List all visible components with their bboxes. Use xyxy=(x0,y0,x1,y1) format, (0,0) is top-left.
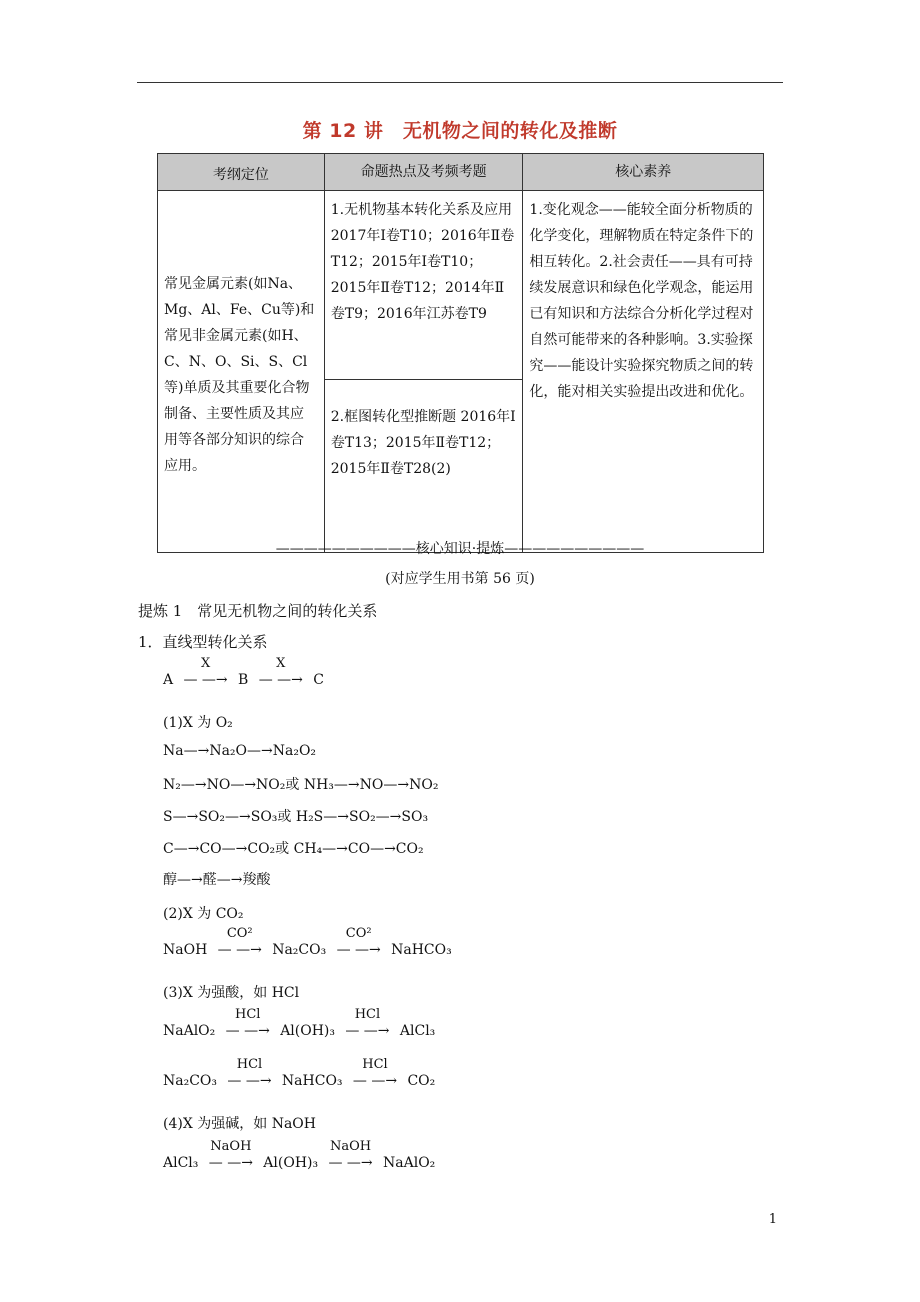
case2-species-1: NaOH xyxy=(163,942,208,958)
case1-line-4: C—→CO—→CO₂或 CH₄—→CO—→CO₂ xyxy=(163,841,424,857)
item-title: 1．直线型转化关系 xyxy=(138,633,268,651)
case1-line-5: 醇—→醛—→羧酸 xyxy=(163,872,271,888)
species-c: C xyxy=(313,672,324,688)
topic-cell-1: 1.无机物基本转化关系及应用 2017年Ⅰ卷T10；2016年Ⅱ卷T12；2015年Ⅰ卷T10；2015年Ⅱ卷T12；2014年Ⅱ卷T9；2016年江苏卷T9 xyxy=(324,191,523,380)
section-reference: (对应学生用书第 56 页) xyxy=(385,571,535,587)
case3-reagent-4: HCl xyxy=(362,1057,388,1072)
case1-head: (1)X 为 O₂ xyxy=(163,715,233,731)
case2-reagent-2: CO² xyxy=(345,926,372,941)
lesson-title: 第 12 讲 无机物之间的转化及推断 xyxy=(302,120,618,142)
case2-species-2: Na₂CO₃ xyxy=(272,942,327,958)
case4-chain: AlCl₃ NaOH — —→ Al(OH)₃ NaOH — —→ NaAlO₂ xyxy=(163,1139,436,1171)
topic-cell-2: 2.框图转化型推断题 2016年Ⅰ卷T13；2015年Ⅱ卷T12；2015年Ⅱ卷T28(2) xyxy=(324,380,523,553)
case3-reagent-3: HCl xyxy=(236,1057,263,1072)
table-header-outline: 考纲定位 xyxy=(158,154,325,191)
literacy-cell: 1.变化观念——能较全面分析物质的化学变化，理解物质在特定条件下的相互转化。2.社会责任——具有可持续发展意识和绿色化学观念，能运用已有知识和方法综合分析化学过程对自然可能带来的各种影响。3.实验探究——能设计实验探究物质之间的转化，能对相关实验提出改进和优化。 xyxy=(523,191,764,553)
case3-species-a2: Al(OH)₃ xyxy=(280,1023,335,1039)
refine-title: 提炼 1 常见无机物之间的转化关系 xyxy=(138,602,378,620)
case4-head: (4)X 为强碱，如 NaOH xyxy=(163,1116,316,1132)
case2-species-3: NaHCO₃ xyxy=(391,942,452,958)
species-a: A xyxy=(163,672,174,688)
case3-species-a1: NaAlO₂ xyxy=(163,1023,216,1039)
generic-chain: A X — —→ B X — —→ C xyxy=(163,656,324,688)
case1-line-3: S—→SO₂—→SO₃或 H₂S—→SO₂—→SO₃ xyxy=(163,809,429,825)
reagent-x-1: X xyxy=(200,656,211,671)
section-banner: ——————————核心知识·提炼—————————— xyxy=(275,541,645,557)
case4-reagent-1: NaOH xyxy=(210,1139,252,1154)
reagent-x-2: X xyxy=(276,656,286,671)
syllabus-table xyxy=(157,153,764,553)
case2-chain: NaOH CO² — —→ Na₂CO₃ CO² — —→ NaHCO₃ xyxy=(163,926,452,958)
case3-chain-2: Na₂CO₃ HCl — —→ NaHCO₃ HCl — —→ CO₂ xyxy=(163,1057,436,1089)
species-b: B xyxy=(238,672,249,688)
case4-species-2: Al(OH)₃ xyxy=(263,1155,319,1171)
case4-reagent-2: NaOH xyxy=(330,1139,372,1154)
case4-species-3: NaAlO₂ xyxy=(383,1155,436,1171)
case3-species-b3: CO₂ xyxy=(407,1073,436,1089)
page-number: 1 xyxy=(768,1212,777,1227)
case3-species-a3: AlCl₃ xyxy=(399,1023,436,1039)
table-header-literacy: 核心素养 xyxy=(523,154,764,191)
case3-species-b1: Na₂CO₃ xyxy=(163,1073,218,1089)
case3-reagent-1: HCl xyxy=(235,1007,261,1022)
table-header-topics: 命题热点及考频考题 xyxy=(324,154,523,191)
header-rule xyxy=(137,82,783,83)
case3-species-b2: NaHCO₃ xyxy=(281,1073,343,1089)
case2-reagent-1: CO² xyxy=(226,926,253,941)
case2-head: (2)X 为 CO₂ xyxy=(163,906,244,922)
case3-reagent-2: HCl xyxy=(354,1007,381,1022)
case1-line-2: N₂—→NO—→NO₂或 NH₃—→NO—→NO₂ xyxy=(163,777,439,793)
case1-line-1: Na—→Na₂O—→Na₂O₂ xyxy=(163,743,317,759)
case4-species-1: AlCl₃ xyxy=(163,1155,199,1171)
case3-head: (3)X 为强酸，如 HCl xyxy=(163,985,300,1001)
outline-cell: 常见金属元素(如Na、Mg、Al、Fe、Cu等)和常见非金属元素(如H、C、N、O、Si、S、Cl等)单质及其重要化合物制备、主要性质及其应用等各部分知识的综合应用。 xyxy=(158,191,325,553)
case3-chain-1: NaAlO₂ HCl — —→ Al(OH)₃ HCl — —→ AlCl₃ xyxy=(163,1007,436,1039)
